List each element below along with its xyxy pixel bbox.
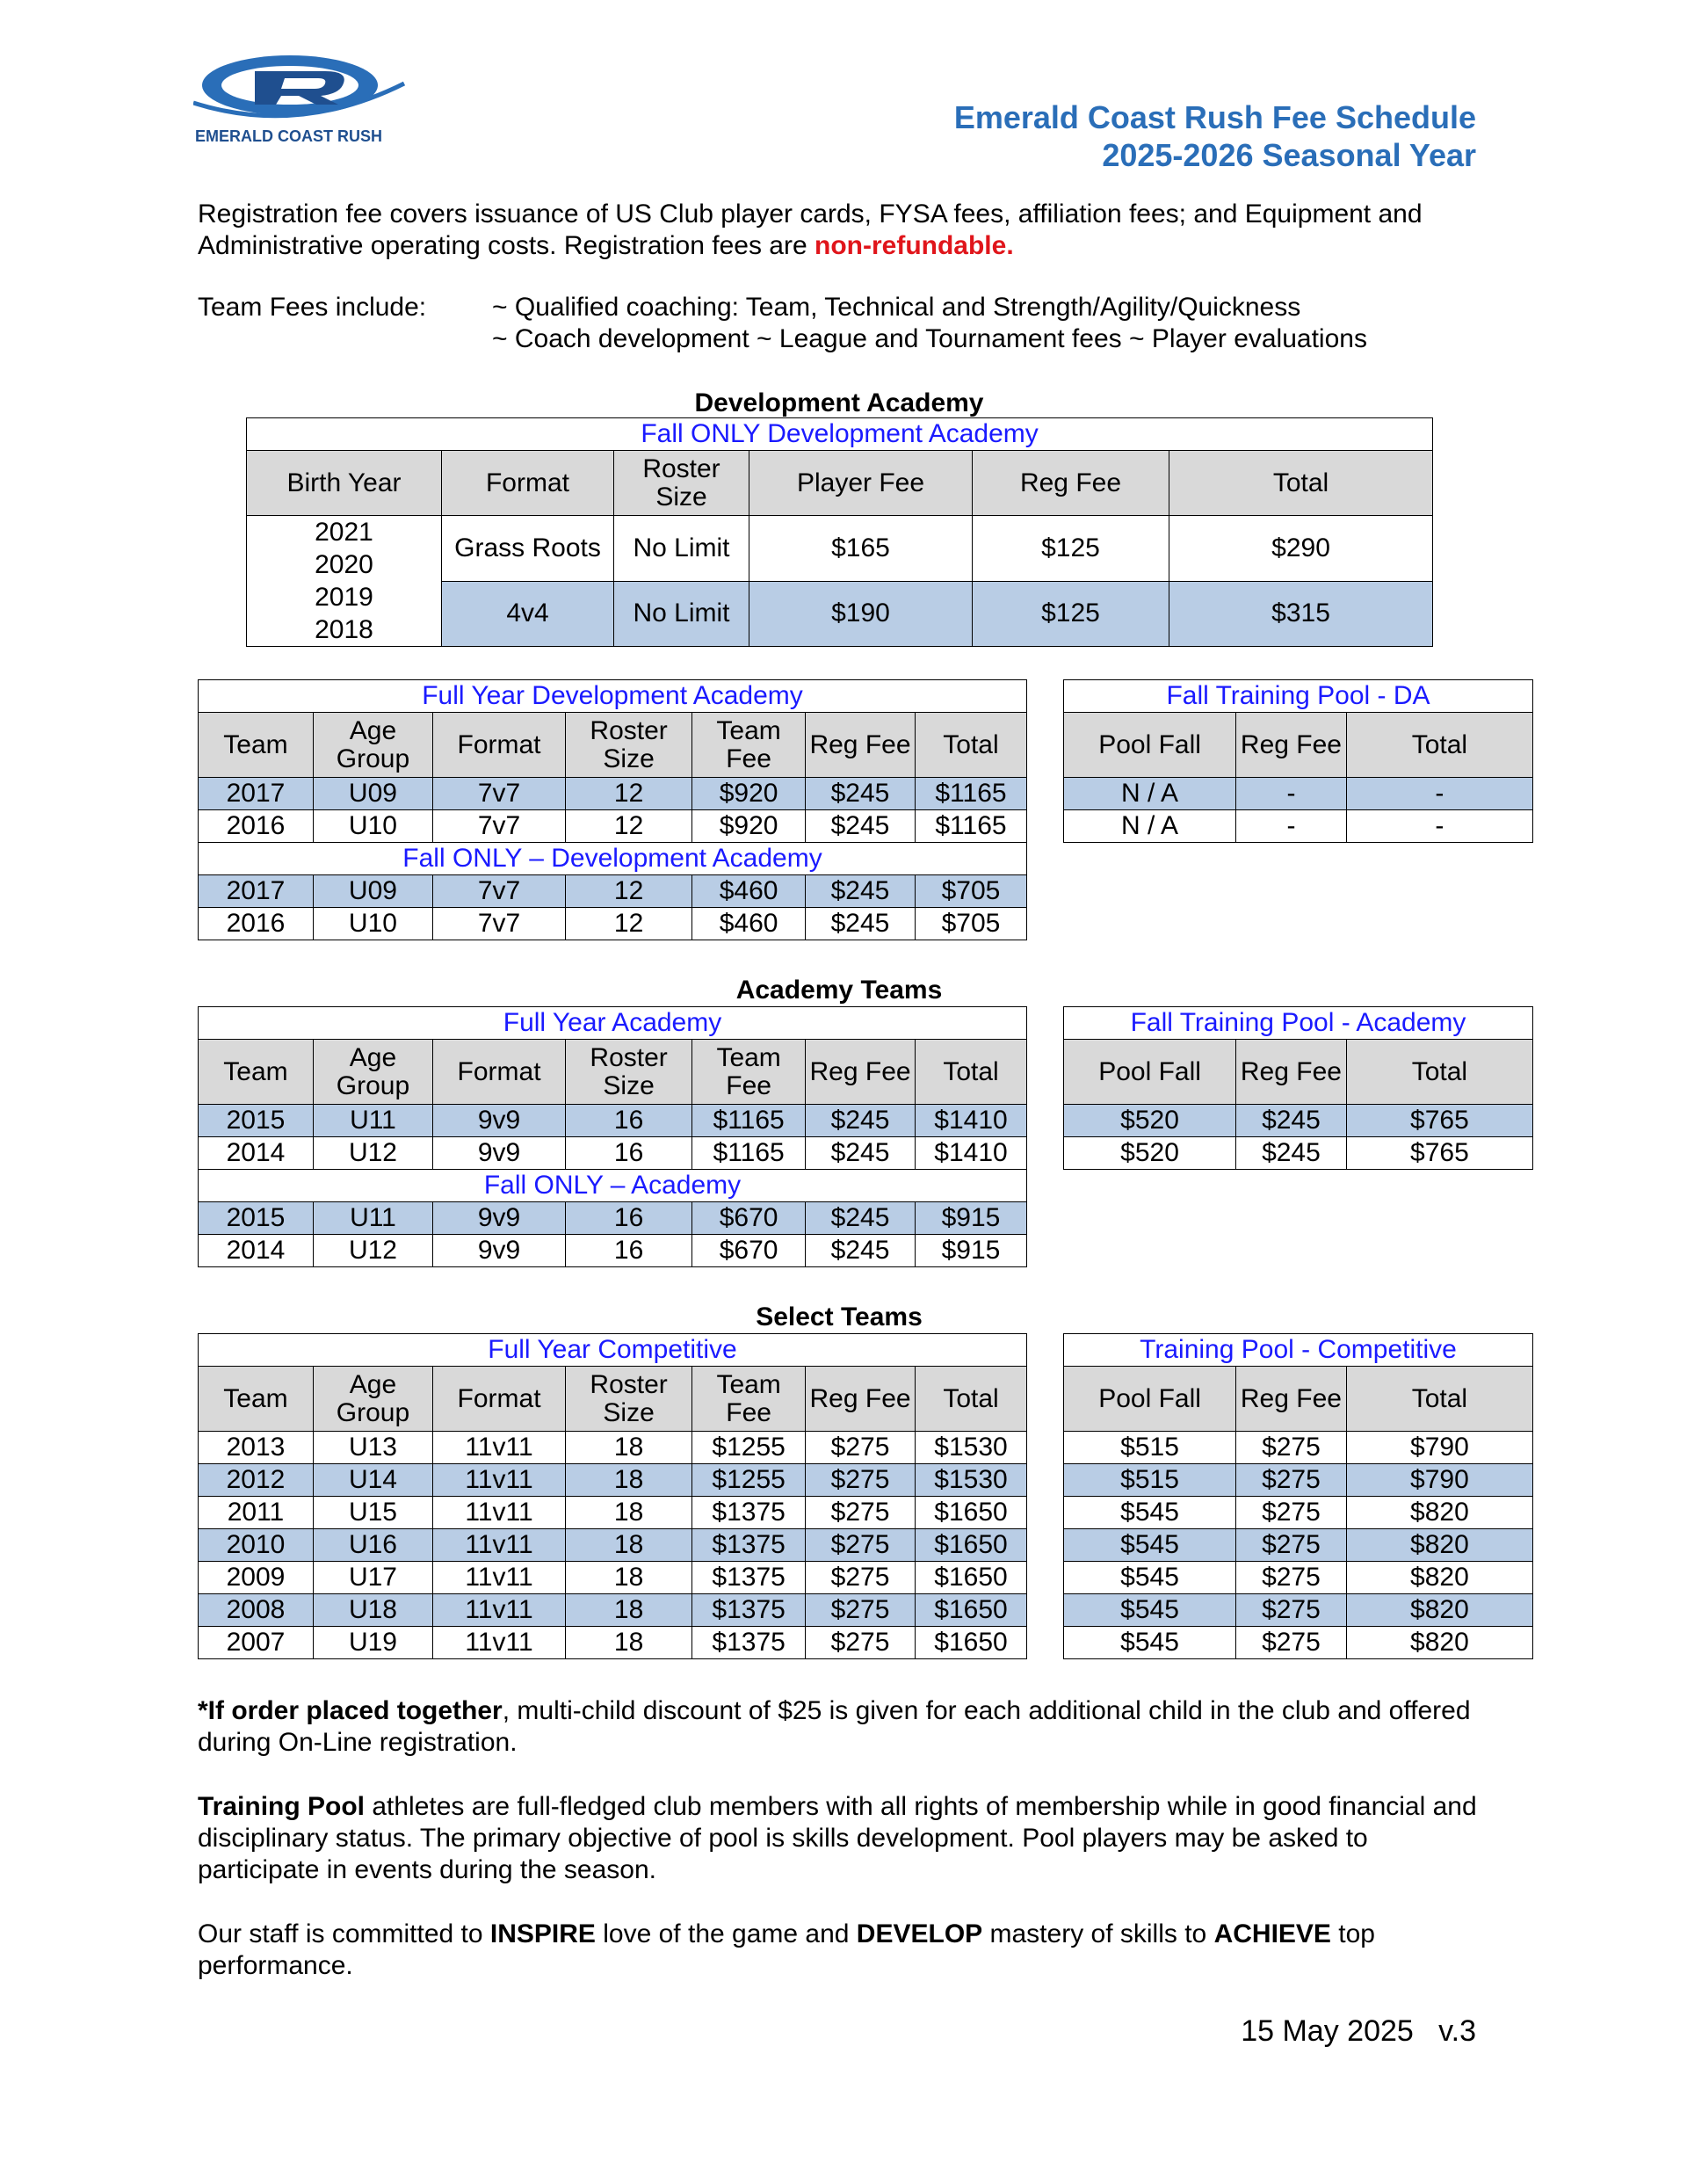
column-header: Team Fee xyxy=(692,713,806,778)
column-header: Roster Size xyxy=(566,713,692,778)
table-cell: $920 xyxy=(692,810,806,843)
table-cell: 2013 xyxy=(199,1432,314,1464)
table-cell: 2015 xyxy=(199,1105,314,1137)
footer-date: 15 May 2025 xyxy=(1241,2014,1414,2048)
table-cell: 7v7 xyxy=(432,908,565,940)
footer-version: v.3 xyxy=(1438,2014,1476,2048)
table-cell: $245 xyxy=(1236,1105,1347,1137)
table-cell: $1650 xyxy=(916,1627,1027,1659)
table-cell: $515 xyxy=(1064,1432,1236,1464)
table-cell: $705 xyxy=(915,908,1026,940)
table-cell: N / A xyxy=(1064,778,1236,810)
table-cell: 18 xyxy=(566,1432,692,1464)
table-cell: $245 xyxy=(806,875,916,908)
table-cell: $545 xyxy=(1064,1562,1236,1594)
table-cell: 12 xyxy=(566,908,692,940)
table-cell: $790 xyxy=(1346,1432,1532,1464)
column-header: Format xyxy=(432,713,565,778)
table-row xyxy=(199,810,1027,843)
table-row xyxy=(1064,1562,1533,1594)
table-cell: $1165 xyxy=(692,1137,806,1170)
table-caption: Fall ONLY – Development Academy xyxy=(199,843,1027,875)
table-cell: 2015 xyxy=(199,1202,314,1235)
table-row xyxy=(199,1432,1027,1464)
table-row xyxy=(199,1529,1027,1562)
table-row xyxy=(1064,1105,1533,1137)
column-header: Format xyxy=(432,1040,565,1105)
table-cell: 11v11 xyxy=(432,1529,565,1562)
table-row xyxy=(1064,1432,1533,1464)
table-cell: U12 xyxy=(313,1235,432,1267)
table-cell: $245 xyxy=(806,1105,916,1137)
table-row xyxy=(199,875,1027,908)
table-row xyxy=(199,1235,1027,1267)
table-cell: $460 xyxy=(692,908,806,940)
table-cell: $545 xyxy=(1064,1627,1236,1659)
table-row xyxy=(199,1137,1027,1170)
column-header: Roster Size xyxy=(614,451,749,516)
table-cell: $915 xyxy=(916,1235,1027,1267)
table-cell: $275 xyxy=(1236,1497,1347,1529)
table-row xyxy=(199,1562,1027,1594)
table-cell: 11v11 xyxy=(432,1497,565,1529)
table-cell: 2010 xyxy=(199,1529,314,1562)
table-cell: $165 xyxy=(749,516,973,582)
table-cell: $920 xyxy=(692,778,806,810)
table-cell: $275 xyxy=(1236,1562,1347,1594)
column-header: Total xyxy=(1346,1040,1532,1105)
table-caption: Full Year Academy xyxy=(199,1007,1027,1040)
table-cell: $820 xyxy=(1346,1627,1532,1659)
table-cell: 18 xyxy=(566,1464,692,1497)
table-cell: $1530 xyxy=(916,1464,1027,1497)
rush-logo-icon xyxy=(193,48,413,149)
column-header: Age Group xyxy=(313,1367,432,1432)
column-header: Total xyxy=(916,1367,1027,1432)
table-cell: $275 xyxy=(806,1432,916,1464)
table-cell: $275 xyxy=(806,1529,916,1562)
table-cell: $1410 xyxy=(916,1137,1027,1170)
table-cell: - xyxy=(1236,810,1347,843)
table-cell: 11v11 xyxy=(432,1432,565,1464)
table-cell: 7v7 xyxy=(432,810,565,843)
table-cell: 18 xyxy=(566,1497,692,1529)
column-header: Reg Fee xyxy=(806,1367,916,1432)
table-cell: 11v11 xyxy=(432,1627,565,1659)
column-header: Total xyxy=(1169,451,1433,516)
table-cell: 2017 xyxy=(199,778,314,810)
table-cell: $275 xyxy=(1236,1594,1347,1627)
table-cell: $290 xyxy=(1169,516,1433,582)
table-cell: 2014 xyxy=(199,1235,314,1267)
full-year-competitive-table xyxy=(198,1333,1027,1659)
table-cell: $275 xyxy=(1236,1464,1347,1497)
table-cell: No Limit xyxy=(614,516,749,582)
table-cell: $545 xyxy=(1064,1594,1236,1627)
table-caption: Full Year Development Academy xyxy=(199,680,1027,713)
column-header: Format xyxy=(442,451,614,516)
column-header: Reg Fee xyxy=(1236,1367,1347,1432)
table-cell: 7v7 xyxy=(432,778,565,810)
table-cell: $275 xyxy=(806,1562,916,1594)
table-cell: 2008 xyxy=(199,1594,314,1627)
column-header: Reg Fee xyxy=(1236,1040,1347,1105)
table-cell: $670 xyxy=(692,1235,806,1267)
full-year-da-table xyxy=(198,679,1027,940)
table-cell: 9v9 xyxy=(432,1235,565,1267)
table-cell: 7v7 xyxy=(432,875,565,908)
table-cell: 2017 xyxy=(199,875,314,908)
column-header: Format xyxy=(432,1367,565,1432)
column-header: Pool Fall xyxy=(1064,1040,1236,1105)
table-cell: 18 xyxy=(566,1529,692,1562)
table-cell: U13 xyxy=(313,1432,432,1464)
table-cell: $275 xyxy=(1236,1529,1347,1562)
table-cell: $275 xyxy=(1236,1627,1347,1659)
table-cell: $315 xyxy=(1169,581,1433,647)
table-cell: U10 xyxy=(313,810,432,843)
table-row xyxy=(199,908,1027,940)
table-cell: $1165 xyxy=(692,1105,806,1137)
table-caption: Training Pool - Competitive xyxy=(1064,1334,1533,1367)
table-row xyxy=(199,1105,1027,1137)
table-cell: U14 xyxy=(313,1464,432,1497)
table-cell: U09 xyxy=(313,875,432,908)
table-cell: U12 xyxy=(313,1137,432,1170)
pool-academy-table xyxy=(1063,1006,1533,1170)
table-cell: $1650 xyxy=(916,1594,1027,1627)
table-cell: $1375 xyxy=(692,1627,806,1659)
table-cell: $1410 xyxy=(916,1105,1027,1137)
column-header: Team Fee xyxy=(692,1040,806,1105)
table-cell: $1375 xyxy=(692,1594,806,1627)
pool-da-table xyxy=(1063,679,1533,843)
table-row xyxy=(199,778,1027,810)
column-header: Reg Fee xyxy=(973,451,1169,516)
table-cell: $1375 xyxy=(692,1562,806,1594)
table-cell: 16 xyxy=(566,1137,692,1170)
intro-paragraph xyxy=(198,199,1489,262)
table-cell: U10 xyxy=(313,908,432,940)
table-cell: $245 xyxy=(806,1202,916,1235)
table-cell: 4v4 xyxy=(442,581,614,647)
table-cell: $1165 xyxy=(915,810,1026,843)
svg-text:EMERALD COAST RUSH: EMERALD COAST RUSH xyxy=(195,127,383,145)
table-cell: $1255 xyxy=(692,1464,806,1497)
table-cell: 18 xyxy=(566,1627,692,1659)
table-cell: $460 xyxy=(692,875,806,908)
table-cell: $125 xyxy=(973,516,1169,582)
table-cell: $245 xyxy=(806,908,916,940)
table-cell: U11 xyxy=(313,1105,432,1137)
column-header: Age Group xyxy=(313,1040,432,1105)
table-cell: 9v9 xyxy=(432,1202,565,1235)
table-cell: 2016 xyxy=(199,908,314,940)
table-cell: $245 xyxy=(806,810,916,843)
table-cell: $520 xyxy=(1064,1137,1236,1170)
column-header: Roster Size xyxy=(566,1040,692,1105)
table-row xyxy=(1064,778,1533,810)
table-cell: 2014 xyxy=(199,1137,314,1170)
column-header: Total xyxy=(916,1040,1027,1105)
table-row xyxy=(247,516,1433,582)
table-cell: $765 xyxy=(1346,1137,1532,1170)
column-header: Total xyxy=(1346,713,1532,778)
team-fees-line-2: ~ Coach development ~ League and Tournament fees ~ Player evaluations xyxy=(492,324,1367,353)
table-cell: $1165 xyxy=(915,778,1026,810)
table-cell: - xyxy=(1236,778,1347,810)
table-cell: $790 xyxy=(1346,1464,1532,1497)
table-row xyxy=(1064,1627,1533,1659)
title-line-2: 2025-2026 Seasonal Year xyxy=(1102,137,1476,173)
table-row xyxy=(1064,810,1533,843)
table-row xyxy=(1064,1594,1533,1627)
pool-competitive-table xyxy=(1063,1333,1533,1659)
table-cell: $190 xyxy=(749,581,973,647)
table-cell: 11v11 xyxy=(432,1562,565,1594)
table-caption: Full Year Competitive xyxy=(199,1334,1027,1367)
column-header: Pool Fall xyxy=(1064,713,1236,778)
table-cell: $275 xyxy=(806,1627,916,1659)
table-cell: $1255 xyxy=(692,1432,806,1464)
column-header: Roster Size xyxy=(566,1367,692,1432)
club-logo xyxy=(193,48,413,149)
training-pool-note: Training Pool athletes are full-fledged club members with all rights of membership while in good financial and disciplinary status. The primary objective of pool is skills development. Pool players may be asked to participate in events during the season. xyxy=(198,1792,1477,1884)
table-cell: 18 xyxy=(566,1562,692,1594)
table-row xyxy=(199,1464,1027,1497)
table-cell: 12 xyxy=(566,778,692,810)
table-cell: U15 xyxy=(313,1497,432,1529)
table-cell: U16 xyxy=(313,1529,432,1562)
table-caption: Fall ONLY Development Academy xyxy=(247,418,1433,451)
table-cell: $520 xyxy=(1064,1105,1236,1137)
table-cell: $545 xyxy=(1064,1497,1236,1529)
intro-text: Registration fee covers issuance of US Club player cards, FYSA fees, affiliation fees; and Equipment and Administrative operating costs. Registration fees are xyxy=(198,200,1423,260)
staff-note: Our staff is committed to INSPIRE love of the game and DEVELOP mastery of skills to ACHIEVE top performance. xyxy=(198,1919,1375,1980)
table-cell: U11 xyxy=(313,1202,432,1235)
table-cell: Grass Roots xyxy=(442,516,614,582)
table-cell: U19 xyxy=(313,1627,432,1659)
column-header: Reg Fee xyxy=(806,713,916,778)
table-caption: Fall Training Pool - DA xyxy=(1064,680,1533,713)
table-cell: $1530 xyxy=(916,1432,1027,1464)
column-header: Team xyxy=(199,1040,314,1105)
table-cell: 2016 xyxy=(199,810,314,843)
table-cell: 18 xyxy=(566,1594,692,1627)
table-caption: Fall Training Pool - Academy xyxy=(1064,1007,1533,1040)
table-row xyxy=(1064,1464,1533,1497)
table-cell: $820 xyxy=(1346,1594,1532,1627)
discount-note: *If order placed together, multi-child discount of $25 is given for each additional child in the club and offered during On-Line registration. xyxy=(198,1696,1471,1757)
table-cell: 16 xyxy=(566,1105,692,1137)
team-fees-label: Team Fees include: xyxy=(198,293,427,322)
column-header: Age Group xyxy=(313,713,432,778)
table-cell: $245 xyxy=(806,1235,916,1267)
table-cell: $125 xyxy=(973,581,1169,647)
non-refundable-text: non-refundable. xyxy=(815,231,1014,260)
table-cell: - xyxy=(1346,778,1532,810)
table-row xyxy=(1064,1529,1533,1562)
team-fees-list xyxy=(492,292,1367,355)
table-cell: 2009 xyxy=(199,1562,314,1594)
table-cell: $275 xyxy=(1236,1432,1347,1464)
table-row xyxy=(1064,1137,1533,1170)
table-caption: Fall ONLY – Academy xyxy=(199,1170,1027,1202)
table-cell: $1375 xyxy=(692,1497,806,1529)
table-cell: No Limit xyxy=(614,581,749,647)
development-academy-title: Development Academy xyxy=(694,388,984,417)
team-fees-line-1: ~ Qualified coaching: Team, Technical and Strength/Agility/Quickness xyxy=(492,293,1301,322)
table-cell: 16 xyxy=(566,1235,692,1267)
column-header: Team xyxy=(199,1367,314,1432)
table-cell: $245 xyxy=(806,1137,916,1170)
table-cell: 2011 xyxy=(199,1497,314,1529)
table-cell: 16 xyxy=(566,1202,692,1235)
table-cell: $670 xyxy=(692,1202,806,1235)
birth-years-cell: 2021 2020 2019 2018 xyxy=(247,516,442,647)
footer xyxy=(1241,2014,1476,2049)
select-teams-title: Select Teams xyxy=(756,1302,923,1331)
table-cell: $1375 xyxy=(692,1529,806,1562)
table-cell: $275 xyxy=(806,1464,916,1497)
table-cell: $765 xyxy=(1346,1105,1532,1137)
table-cell: $1650 xyxy=(916,1497,1027,1529)
column-header: Total xyxy=(1346,1367,1532,1432)
column-header: Reg Fee xyxy=(806,1040,916,1105)
table-cell: 9v9 xyxy=(432,1105,565,1137)
table-row xyxy=(199,1627,1027,1659)
table-cell: $820 xyxy=(1346,1529,1532,1562)
table-cell: $245 xyxy=(806,778,916,810)
table-cell: - xyxy=(1346,810,1532,843)
table-cell: $515 xyxy=(1064,1464,1236,1497)
table-cell: $705 xyxy=(915,875,1026,908)
table-cell: U09 xyxy=(313,778,432,810)
table-cell: $820 xyxy=(1346,1497,1532,1529)
table-cell: 12 xyxy=(566,810,692,843)
table-cell: 2007 xyxy=(199,1627,314,1659)
table-cell: $820 xyxy=(1346,1562,1532,1594)
table-cell: 11v11 xyxy=(432,1464,565,1497)
column-header: Birth Year xyxy=(247,451,442,516)
table-cell: $275 xyxy=(806,1594,916,1627)
column-header: Total xyxy=(915,713,1026,778)
table-cell: $1650 xyxy=(916,1562,1027,1594)
table-cell: 2012 xyxy=(199,1464,314,1497)
table-cell: $1650 xyxy=(916,1529,1027,1562)
table-cell: 9v9 xyxy=(432,1137,565,1170)
column-header: Team Fee xyxy=(692,1367,806,1432)
table-row xyxy=(199,1497,1027,1529)
column-header: Pool Fall xyxy=(1064,1367,1236,1432)
table-cell: $545 xyxy=(1064,1529,1236,1562)
table-cell: $915 xyxy=(916,1202,1027,1235)
column-header: Reg Fee xyxy=(1236,713,1347,778)
academy-teams-title: Academy Teams xyxy=(735,976,943,1005)
table-cell: 12 xyxy=(566,875,692,908)
column-header: Team xyxy=(199,713,314,778)
table-cell: N / A xyxy=(1064,810,1236,843)
table-row xyxy=(199,1202,1027,1235)
table-cell: $275 xyxy=(806,1497,916,1529)
table-cell: U17 xyxy=(313,1562,432,1594)
full-year-academy-table xyxy=(198,1006,1027,1267)
table-cell: 11v11 xyxy=(432,1594,565,1627)
column-header: Player Fee xyxy=(749,451,973,516)
table-row xyxy=(199,1594,1027,1627)
page-title xyxy=(954,98,1476,174)
table-cell: $245 xyxy=(1236,1137,1347,1170)
title-line-1: Emerald Coast Rush Fee Schedule xyxy=(953,99,1476,135)
table-cell: U18 xyxy=(313,1594,432,1627)
development-academy-table xyxy=(246,417,1433,647)
table-row xyxy=(1064,1497,1533,1529)
